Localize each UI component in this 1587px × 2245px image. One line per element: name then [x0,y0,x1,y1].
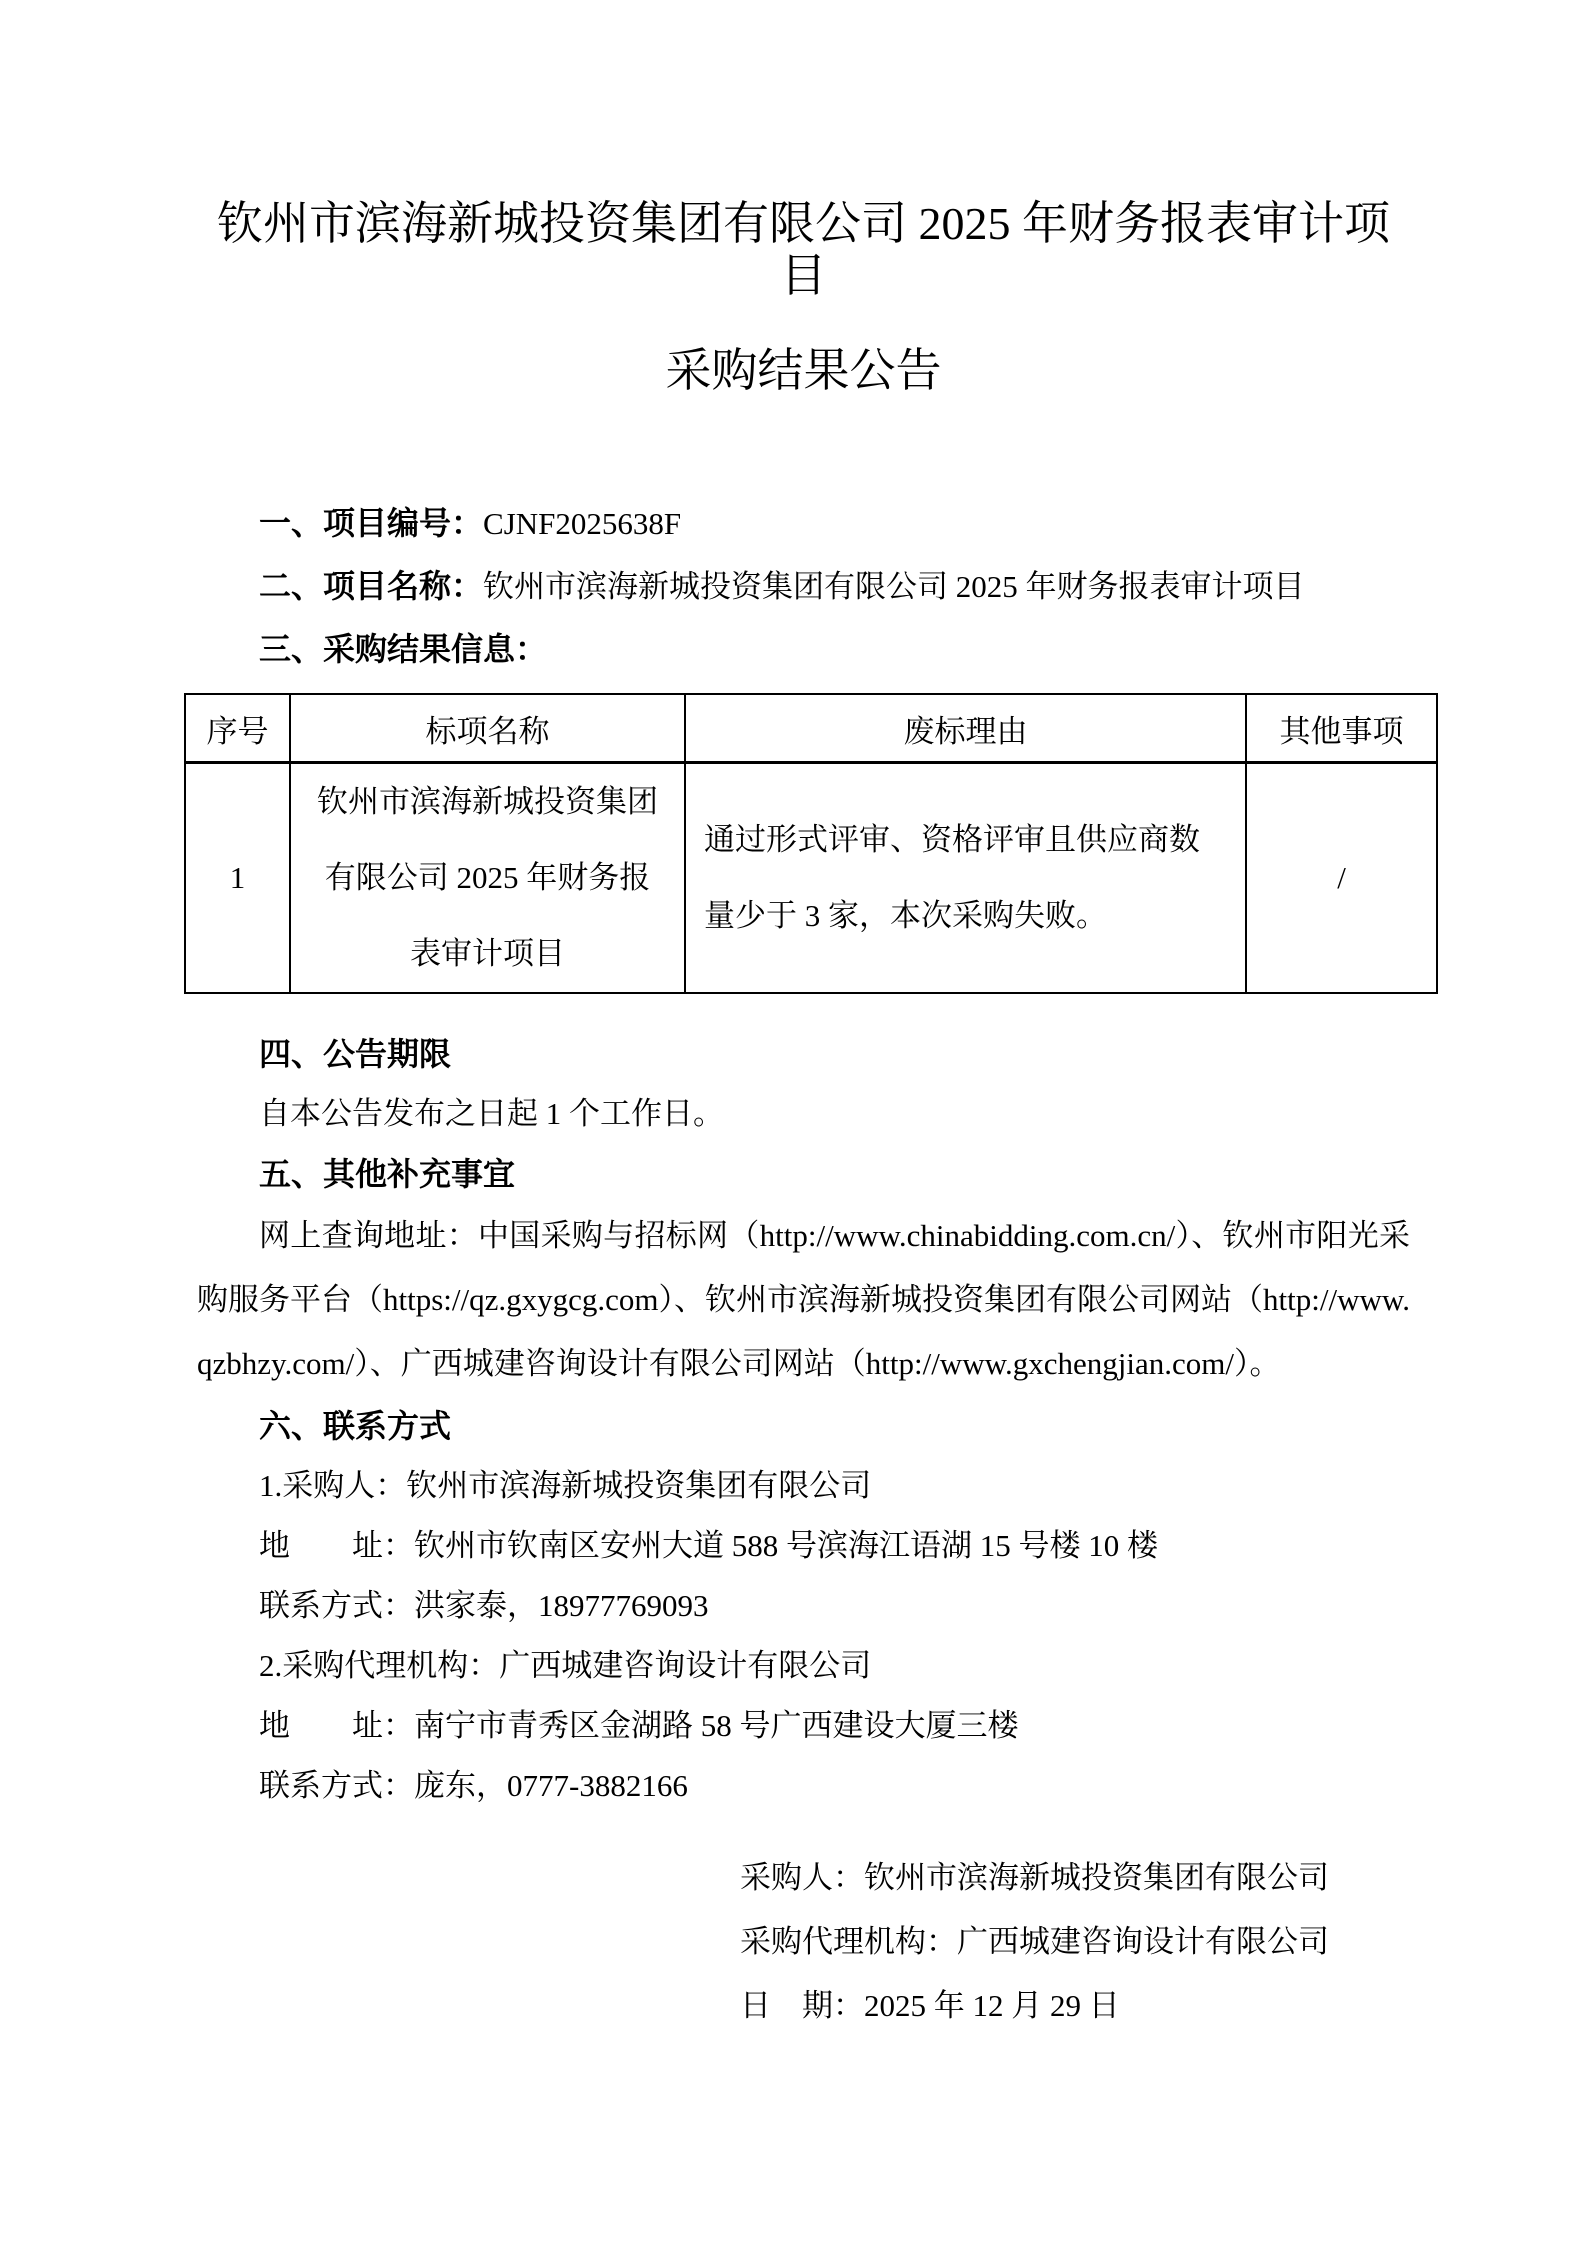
signature-agency: 采购代理机构：广西城建咨询设计有限公司 [740,1924,1329,1959]
table-row [185,763,1437,994]
document-title [197,198,1410,397]
project-number-line [197,492,1410,555]
col-header-serial: 序号 [185,694,290,763]
signature-block [740,1846,1410,2038]
contact-list [197,1456,1410,1816]
cell-item-name: 钦州市滨海新城投资集团有限公司 2025 年财务报表审计项目 [290,763,685,994]
col-header-rejection-reason: 废标理由 [685,694,1246,763]
contact-agency-line: 2.采购代理机构：广西城建咨询设计有限公司 [259,1648,872,1683]
contact-agency-phone-line: 联系方式：庞东，0777-3882166 [259,1768,688,1803]
section-period-heading: 四、公告期限 [259,1036,452,1072]
project-name-line [197,555,1410,618]
section-supplementary-body: 网上查询地址：中国采购与招标网（http://www.chinabidding.com.cn/）、钦州市阳光采购服务平台（https://qz.gxygcg.com）、钦州市滨海新城投资集团有限公司网站（http://www.qzbhzy.com/）、广西城建咨询设计有限公司网站（http://www.gxchengjian.com/）。 [197,1218,1410,1381]
cell-rejection-reason: 通过形式评审、资格评审且供应商数量少于 3 家，本次采购失败。 [685,763,1246,994]
contact-agency-address-line: 地 址：南宁市青秀区金湖路 58 号广西建设大厦三楼 [259,1708,1019,1743]
signature-date: 日 期：2025 年 12 月 29 日 [740,1988,1120,2023]
project-name-value: 钦州市滨海新城投资集团有限公司 2025 年财务报表审计项目 [483,569,1305,604]
result-table [184,693,1438,994]
col-header-item-name: 标项名称 [290,694,685,763]
cell-other: / [1246,763,1437,994]
table-header-row [185,694,1437,763]
section-supplementary-heading: 五、其他补充事宜 [259,1156,516,1192]
project-name-label: 二、项目名称： [259,568,484,604]
document-title-line1: 钦州市滨海新城投资集团有限公司 2025 年财务报表审计项目 [217,198,1390,301]
contact-purchaser-phone-line: 联系方式：洪家泰，18977769093 [259,1588,709,1623]
contact-purchaser-line: 1.采购人：钦州市滨海新城投资集团有限公司 [259,1468,872,1503]
section-contact-heading: 六、联系方式 [259,1408,452,1444]
project-number-value: CJNF2025638F [483,506,682,541]
cell-serial: 1 [185,763,290,994]
meta-section [197,492,1410,681]
result-info-label: 三、采购结果信息： [259,631,548,667]
signature-purchaser: 采购人：钦州市滨海新城投资集团有限公司 [740,1860,1329,1895]
result-info-line [197,618,1410,681]
contact-purchaser-address-line: 地 址：钦州市钦南区安州大道 588 号滨海江语湖 15 号楼 10 楼 [259,1528,1158,1563]
col-header-other: 其他事项 [1246,694,1437,763]
document-title-line2: 采购结果公告 [665,345,942,396]
section-period-body: 自本公告发布之日起 1 个工作日。 [259,1096,724,1131]
project-number-label: 一、项目编号： [259,505,484,541]
